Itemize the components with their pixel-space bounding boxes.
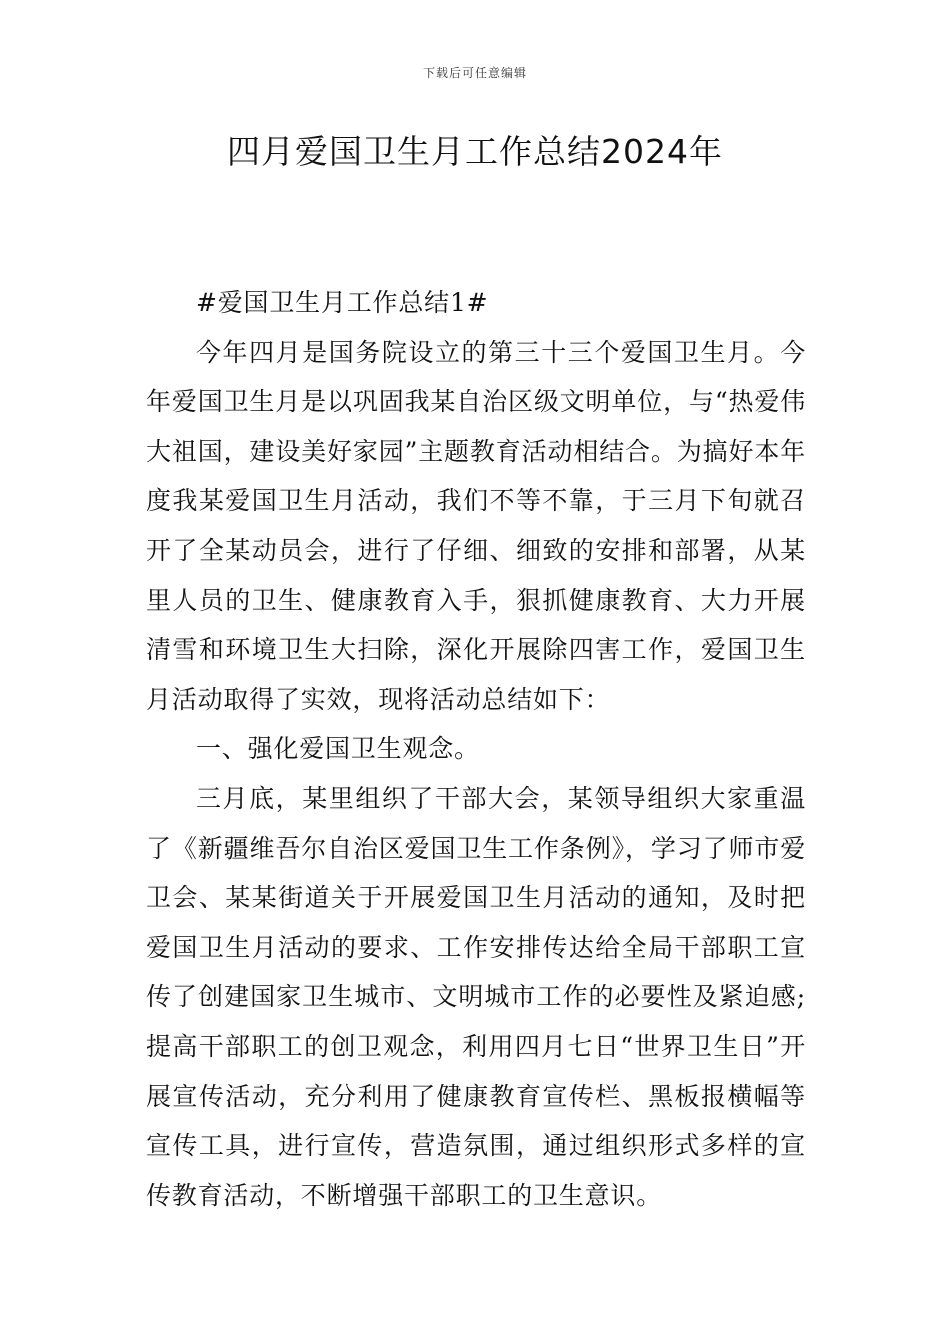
subheading: 一、强化爱国卫生观念。 — [196, 734, 480, 764]
section-heading: #爱国卫生月工作总结1# — [196, 288, 489, 317]
header-note: 下载后可任意编辑 — [422, 66, 527, 80]
paragraph: 三月底，某里组织了干部大会，某领导组织大家重温了《新疆维吾尔自治区爱国卫生工作条例》，学习了师市爱卫会、某某街道关于开展爱国卫生月活动的通知，及时把爱国卫生月活动的要求、工作安排传达给全局干部职工宣传了创建国家卫生城市、文明城市工作的必要性及紧迫感;提高干部职工的创卫观念，利用四月七日“世界卫生日”开展宣传活动，充分利用了健康教育宣传栏、黑板报横幅等宣传工具，进行宣传，营造氛围，通过组织形式多样的宣传教育活动，不断增强干部职工的卫生意识。 — [146, 783, 806, 1210]
document-title: 四月爱国卫生月工作总结2024年 — [227, 132, 723, 171]
document-body — [146, 278, 806, 1220]
paragraph: 今年四月是国务院设立的第三十三个爱国卫生月。今年爱国卫生月是以巩固我某自治区级文明单位，与“热爱伟大祖国，建设美好家园”主题教育活动相结合。为搞好本年度我某爱国卫生月活动，我们不等不靠，于三月下旬就召开了全某动员会，进行了仔细、细致的安排和部署，从某里人员的卫生、健康教育入手，狠抓健康教育、大力开展清雪和环境卫生大扫除，深化开展除四害工作，爱国卫生月活动取得了实效，现将活动总结如下： — [146, 337, 806, 714]
